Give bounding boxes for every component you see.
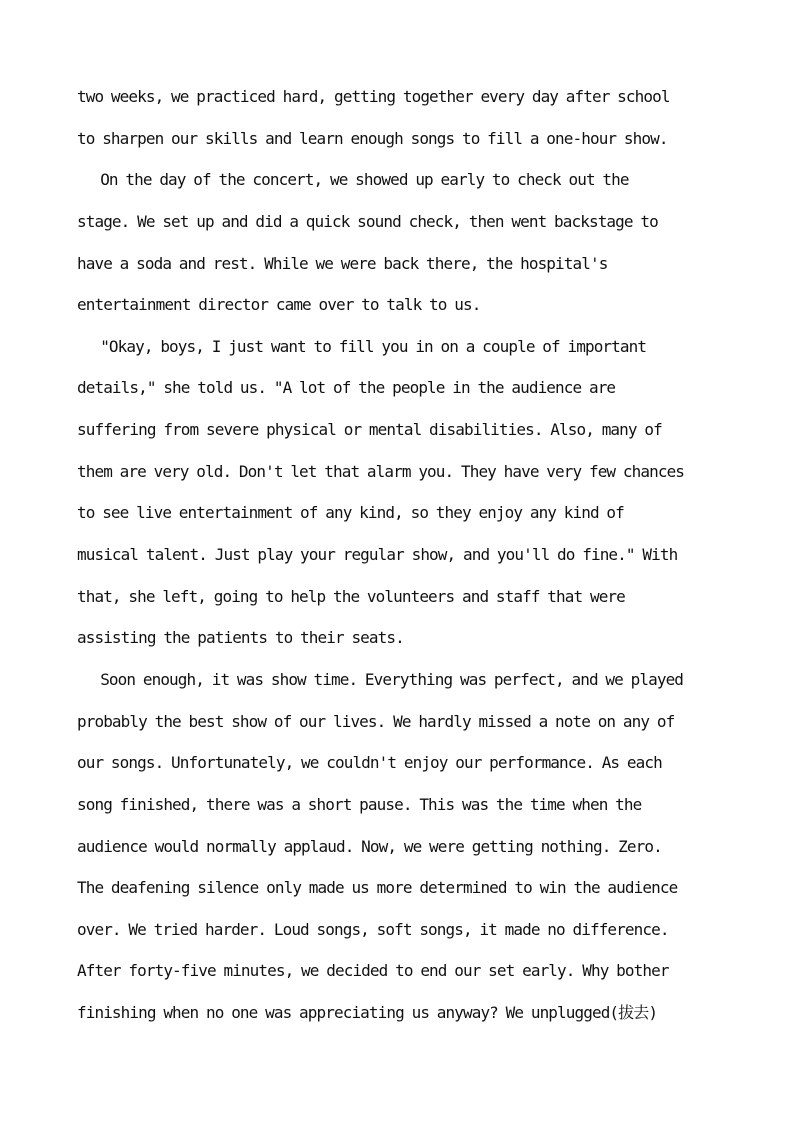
text-line: them are very old. Don't let that alarm you. They have very few chances [77, 461, 685, 481]
text-line: finishing when no one was appreciating us anyway? We unplugged(拔去) [77, 1003, 658, 1023]
text-line: assisting the patients to their seats. [77, 628, 404, 648]
text-line: have a soda and rest. While we were back there, the hospital's [77, 253, 608, 273]
text-line: probably the best show of our lives. We hardly missed a note on any of [77, 711, 675, 731]
text-line: "Okay, boys, I just want to fill you in on a couple of important [77, 336, 647, 356]
text-line: suffering from severe physical or mental disabilities. Also, many of [77, 420, 662, 440]
text-line: to see live entertainment of any kind, so they enjoy any kind of [77, 503, 624, 523]
text-line: that, she left, going to help the volunteers and staff that were [77, 586, 625, 606]
text-line: Soon enough, it was show time. Everything was perfect, and we played [77, 669, 684, 689]
text-line: After forty-five minutes, we decided to end our set early. Why bother [77, 961, 669, 981]
text-line: On the day of the concert, we showed up early to check out the [77, 170, 629, 190]
text-line: song finished, there was a short pause. This was the time when the [77, 794, 642, 814]
text-line: audience would normally applaud. Now, we were getting nothing. Zero. [77, 836, 662, 856]
text-line: musical talent. Just play your regular show, and you'll do fine." With [77, 545, 678, 565]
text-line: details," she told us. "A lot of the people in the audience are [77, 378, 616, 398]
text-line: two weeks, we practiced hard, getting together every day after school [77, 87, 670, 106]
text-line: stage. We set up and did a quick sound check, then went backstage to [77, 211, 658, 231]
text-line: to sharpen our skills and learn enough songs to fill a one-hour show. [77, 128, 668, 148]
text-line: over. We tried harder. Loud songs, soft songs, it made no difference. [77, 919, 669, 939]
text-line: our songs. Unfortunately, we couldn't enjoy our performance. As each [77, 753, 662, 773]
text-line: entertainment director came over to talk to us. [77, 295, 481, 315]
body-text [77, 76, 747, 1034]
text-line: The deafening silence only made us more determined to win the audience [77, 878, 678, 898]
